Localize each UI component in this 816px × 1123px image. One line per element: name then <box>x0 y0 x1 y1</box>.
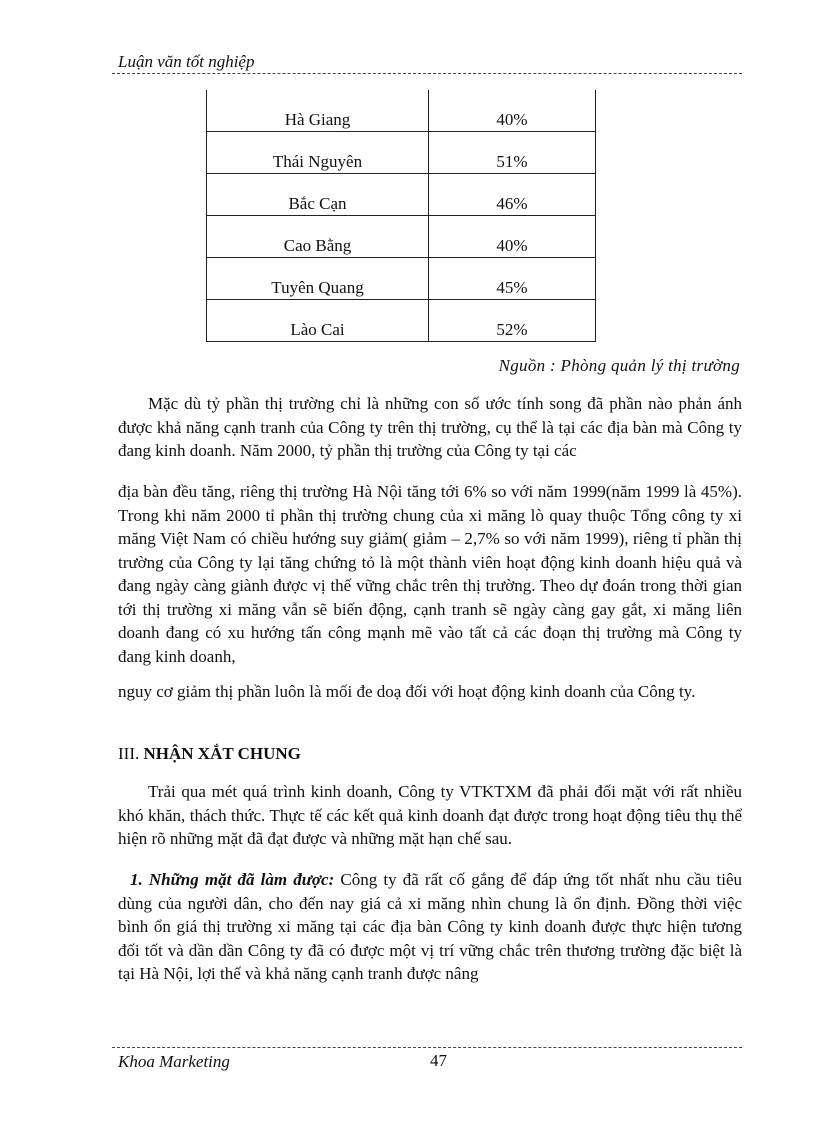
paragraph-3: nguy cơ giảm thị phần luôn là mối đe doạ đối với hoạt động kinh doanh của Công ty. <box>118 682 696 701</box>
running-header: Luận văn tốt nghiệp <box>118 52 255 71</box>
region-cell: Hà Giang <box>207 90 429 132</box>
section-title: NHẬN XẮT CHUNG <box>143 744 301 763</box>
table-row <box>207 300 596 342</box>
paragraph-2: địa bàn đều tăng, riêng thị trường Hà Nội tăng tới 6% so với năm 1999(năm 1999 là 45%). Trong khi năm 2000 tỉ phần thị trường chung của xi măng lò quay thuộc Tổng công ty xi măng Việt Nam có chiều hướng suy giảm( giảm – 2,7% so với năm 1999), riêng tỉ phần thị trường của Công ty lại tăng chứng tỏ là một thành viên hoạt động kinh doanh hiệu quả và đang ngày càng giành được vị thế vững chắc trên thị trường. Theo dự đoán trong thời gian tới thị trường xi măng vẫn sẽ biến động, cạnh tranh sẽ ngày càng gay gắt, xi măng liên doanh đang có xu hướng tấn công mạnh mẽ vào tất cả các đoạn thị trường mà Công ty đang kinh doanh, <box>118 482 742 666</box>
table-source-note: Nguồn : Phòng quản lý thị trường <box>498 356 740 375</box>
region-cell: Cao Bằng <box>207 216 429 258</box>
paragraph-1: Mặc dù tỷ phần thị trường chỉ là những con số ước tính song đã phần nào phản ánh được khả năng cạnh tranh của Công ty trên thị trường, cụ thể là tại các địa bàn mà Công ty đang kinh doanh. Năm 2000, tỷ phần thị trường của Công ty tại các <box>118 394 742 460</box>
share-cell: 51% <box>429 132 596 174</box>
share-cell: 45% <box>429 258 596 300</box>
table-row <box>207 90 596 132</box>
subsection-label: 1. Những mặt đã làm được: <box>130 870 335 889</box>
table-row <box>207 258 596 300</box>
paragraph-5-text: Công ty đã rất cố gắng để đáp ứng tốt nhất nhu cầu tiêu dùng của người dân, cho đến nay giá cả xi măng nhìn chung là ổn định. Đồng thời việc bình ổn giá thị trường xi măng tại các địa bàn Công ty kinh doanh được thực hiện tương đối tốt và dần dần Công ty đã có được một vị trí vững chắc trên thương trường đặc biệt là tại Hà Nội, lợi thế và khả năng cạnh tranh được nâng <box>118 870 742 983</box>
share-cell: 40% <box>429 90 596 132</box>
share-cell: 52% <box>429 300 596 342</box>
paragraph-5 <box>118 868 742 986</box>
table-row <box>207 132 596 174</box>
share-cell: 40% <box>429 216 596 258</box>
table-row <box>207 174 596 216</box>
region-cell: Bắc Cạn <box>207 174 429 216</box>
region-cell: Thái Nguyên <box>207 132 429 174</box>
header-divider <box>112 73 742 74</box>
page-number: 47 <box>430 1051 447 1070</box>
region-cell: Lào Cai <box>207 300 429 342</box>
footer-department: Khoa Marketing <box>118 1052 230 1071</box>
market-share-table <box>206 90 596 342</box>
share-cell: 46% <box>429 174 596 216</box>
paragraph-4: Trải qua mét quá trình kinh doanh, Công ty VTKTXM đã phải đối mặt với rất nhiều khó khăn, thách thức. Thực tế các kết quả kinh doanh đạt được trong hoạt động tiêu thụ thể hiện rõ những mặt đã đạt được và những mặt hạn chế sau. <box>118 782 742 848</box>
table-row <box>207 216 596 258</box>
section-heading <box>118 744 301 764</box>
region-cell: Tuyên Quang <box>207 258 429 300</box>
footer-divider <box>112 1047 742 1048</box>
section-number: III. <box>118 744 140 763</box>
